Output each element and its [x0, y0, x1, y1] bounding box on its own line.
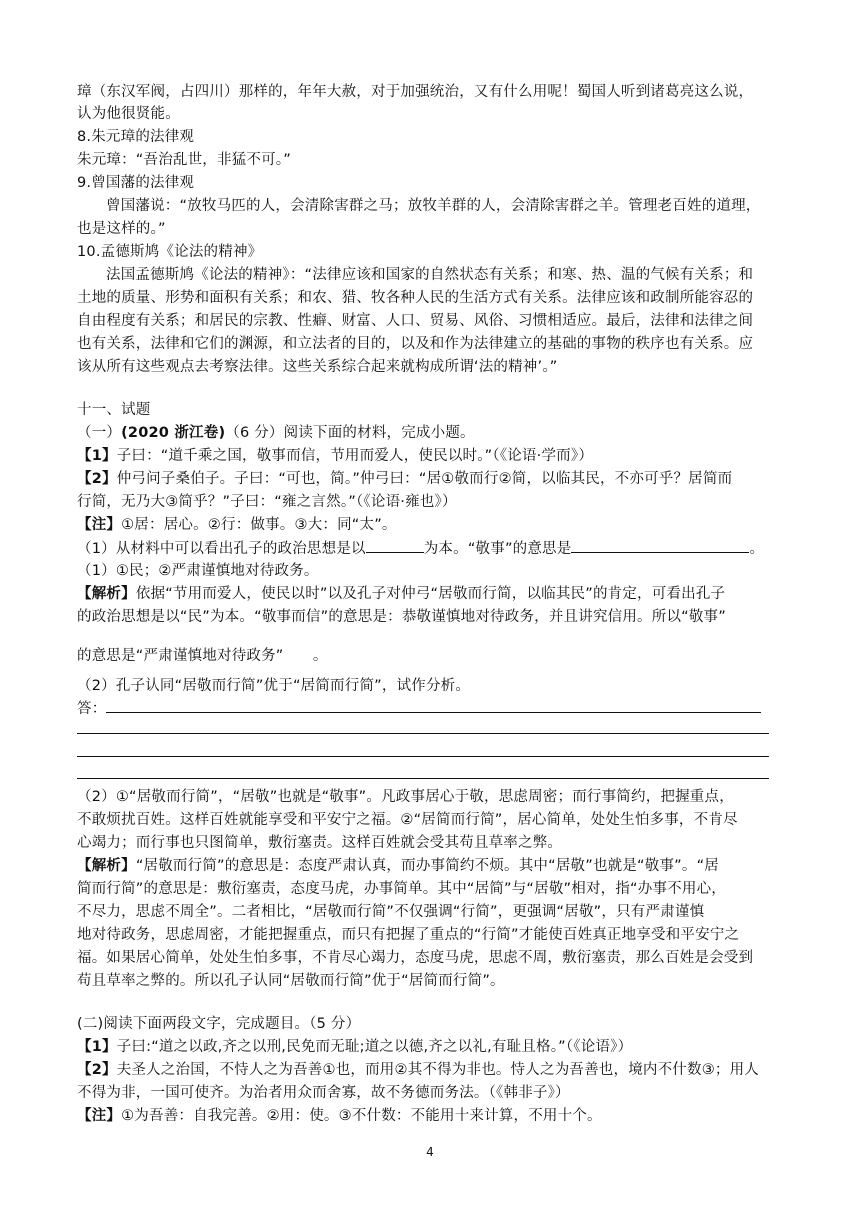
note [77, 515, 397, 535]
sub-question-text: 为本。“敬事”的意思是 [423, 541, 572, 557]
heading-9: 9.曾国藩的法律观 [77, 175, 195, 191]
text-line: 不敢烦扰百姓。这样百姓就能享受和平安宁之福。②“居简而行简”，居心简单，处处生怕多事，不肯尽 [77, 812, 738, 828]
question-header [77, 423, 475, 443]
note-text: ①居：居心。②行：做事。③大：同“太”。 [121, 517, 397, 533]
sub-question-2: （2）孔子认同“居敬而行简”优于“居简而行简”，试作分析。 [77, 678, 471, 694]
q-instruction: （6 分）阅读下面的材料，完成小题。 [225, 425, 475, 441]
sub-question-1 [77, 538, 764, 559]
text-line: 的意思是“严肃谨慎地对待政务” 。 [77, 648, 328, 664]
answer-rule[interactable] [77, 778, 769, 779]
text-line: 曾国藩说：“放牧马匹的人，会清除害群之马；放牧羊群的人，会清除害群之羊。管理老百姓的道理， [106, 198, 761, 214]
note-tag: 【注】 [77, 1108, 122, 1124]
material-1 [77, 446, 593, 466]
section-title: 十一、试题 [77, 402, 151, 418]
text-line: 心竭力；而行事也只图简单，敷衍塞责。这样百姓就会受其苟且草率之弊。 [77, 835, 563, 851]
explanation-2 [77, 856, 719, 876]
answer-line [77, 698, 761, 719]
q-source: (2020 浙江卷) [121, 425, 226, 441]
text-line: 简而行简”的意思是：敷衍塞责，态度马虎，办事简单。其中“居简”与“居敬”相对，指“办事不用心， [77, 881, 726, 897]
answer-label: 答： [77, 701, 107, 717]
material-2 [77, 1060, 759, 1080]
sub-question-text: （1）从材料中可以看出孔子的政治思想是以 [77, 541, 366, 557]
material-tag: 【2】 [77, 471, 117, 487]
explanation-text: “居敬而行简”的意思是：态度严肃认真，而办事简约不烦。其中“居敬”也就是“敬事”。“居 [135, 858, 719, 874]
answer-blank[interactable] [571, 538, 749, 553]
text-line: 不尽力，思虑不周全”。二者相比，“居敬而行简”不仅强调“行简”，更强调“居敬”，只有严肃谨慎 [77, 904, 705, 920]
material-tag: 【2】 [77, 1062, 117, 1078]
text-line: 也有关系，法律和它们的渊源，和立法者的目的，以及和作为法律建立的基础的事物的秩序也有关系。应 [77, 336, 754, 352]
part-2-title: (二)阅读下面两段文字，完成题目。（5 分） [77, 1016, 361, 1032]
material-text: 子曰:“道之以政,齐之以刑,民免而无耻;道之以德,齐之以礼,有耻且格。”（《论语》） [116, 1039, 633, 1055]
answer-rule[interactable] [77, 756, 769, 757]
heading-8: 8.朱元璋的法律观 [77, 129, 195, 145]
text-line: 法国孟德斯鸠《论法的精神》：“法律应该和国家的自然状态有关系；和寒、热、温的气候有关系；和 [106, 267, 754, 283]
material-tag: 【1】 [77, 448, 117, 464]
page-number: 4 [426, 1145, 434, 1159]
note [77, 1106, 602, 1126]
answer-blank[interactable] [366, 538, 424, 553]
answer-2: （2）①“居敬而行简”，“居敬”也就是“敬事”。凡政事居心于敬，思虑周密；而行事简约，把握重点， [77, 789, 734, 805]
text-line: 土地的质量、形势和面积有关系；和农、猎、牧各种人民的生活方式有关系。法律应该和政制所能容忍的 [77, 290, 754, 306]
explanation-tag: 【解析】 [77, 858, 136, 874]
material-text: 仲弓问子桑伯子。子曰：“可也，简。”仲弓曰：“居①敬而行②简，以临其民，不亦可乎？居简而 [116, 471, 733, 487]
material-1 [77, 1037, 632, 1057]
note-tag: 【注】 [77, 517, 122, 533]
text-line: 地对待政务，思虑周密，才能把握重点，而只有把握了重点的“行简”才能使百姓真正地享受和平安宁之 [77, 927, 740, 943]
material-text: 夫圣人之治国，不恃人之为吾善①也，而用②其不得为非也。恃人之为吾善也，境内不什数③；用人 [116, 1062, 759, 1078]
note-text: ①为吾善：自我完善。②用：使。③不什数：不能用十来计算，不用十个。 [121, 1108, 602, 1124]
text-line: 不得为非，一国可使齐。为治者用众而舍寡，故不务德而务法。（《韩非子》） [77, 1085, 570, 1101]
text-line: 璋（东汉军阀，占四川）那样的，年年大赦，对于加强统治，又有什么用呢！蜀国人听到诸葛亮这么说， [77, 84, 754, 100]
explanation-tag: 【解析】 [77, 586, 136, 602]
answer-rule[interactable] [77, 733, 769, 734]
answer-blank[interactable] [106, 698, 761, 713]
material-text: 子曰：“道千乘之国，敬事而信，节用而爱人，使民以时。”（《论语·学而》） [116, 448, 594, 464]
material-2 [77, 469, 732, 489]
answer-1: （1）①民；②严肃谨慎地对待政务。 [77, 563, 319, 579]
material-tag: 【1】 [77, 1039, 117, 1055]
heading-10: 10.孟德斯鸠《论法的精神》 [77, 244, 263, 260]
text-line: 认为他很贤能。 [77, 106, 180, 122]
text-line: 自由程度有关系；和居民的宗教、性癖、财富、人口、贸易、风俗、习惯相适应。最后，法律和法律之间 [77, 313, 754, 329]
explanation-text: 依据“节用而爱人，使民以时”以及孔子对仲弓“居敬而行简，以临其民”的肯定，可看出孔子 [135, 586, 726, 602]
text-line: 福。如果居心简单，处处生怕多事，不肯尽心竭力，态度马虎，思虑不周，敷衍塞责，那么百姓是会受到 [77, 950, 754, 966]
sub-question-text: 。 [749, 541, 765, 557]
text-line: 的政治思想是以“民”为本。“敬事而信”的意思是：恭敬谨慎地对待政务，并且讲究信用。所以“敬事” [77, 609, 726, 625]
explanation-1 [77, 584, 725, 604]
q-number: （一） [77, 425, 122, 441]
text-line: 该从所有这些观点去考察法律。这些关系综合起来就构成所谓‘法的精神’。” [77, 359, 558, 375]
text-line: 也是这样的。” [77, 221, 166, 237]
text-line: 朱元璋：“吾治乱世，非猛不可。” [77, 152, 291, 168]
text-line: 行简，无乃大③简乎？”子曰：“雍之言然。”（《论语·雍也》） [77, 494, 457, 510]
text-line: 苟且草率之弊的。所以孔子认同“居敬而行简”优于“居简而行简”。 [77, 973, 505, 989]
